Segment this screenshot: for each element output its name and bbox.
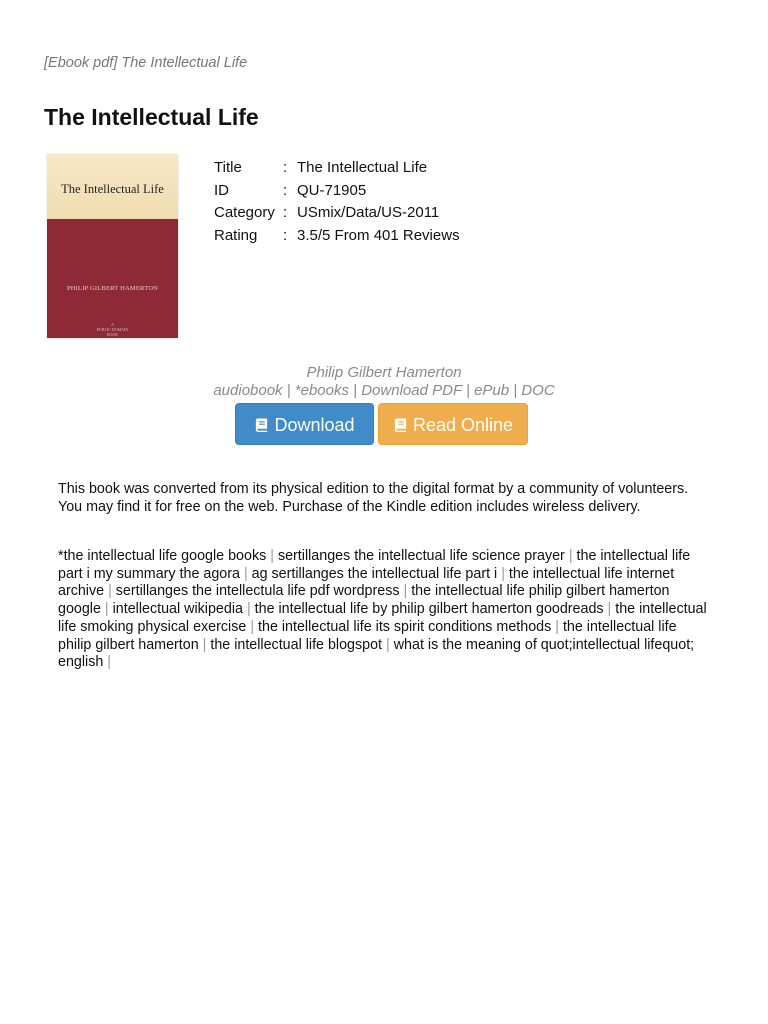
page-title: The Intellectual Life xyxy=(44,104,259,130)
tag-item: the intellectual life by philip gilbert hamerton goodreads xyxy=(254,601,604,618)
book-metadata-table xyxy=(214,157,460,248)
tag-separator: | xyxy=(108,583,112,600)
tag-separator: | xyxy=(607,601,612,618)
meta-value: The Intellectual Life xyxy=(297,159,428,176)
tag-separator: | xyxy=(246,601,251,618)
tag-separator: | xyxy=(403,583,408,600)
book-cover-image xyxy=(47,154,178,338)
tag-separator: | xyxy=(243,565,248,582)
tag-item: ag sertillanges the intellectual life part i xyxy=(251,565,498,582)
tag-item: the intellectual life philip gilbert hamerton google xyxy=(58,583,670,618)
tag-item: what is the meaning of quot;intellectual lifequot; english xyxy=(58,636,695,671)
author-name: Philip Gilbert Hamerton xyxy=(306,364,462,381)
tag-separator: | xyxy=(107,654,112,671)
cover-author: PHILIP GILBERT HAMERTON xyxy=(66,285,159,292)
meta-label: Title xyxy=(214,159,242,176)
tag-separator: | xyxy=(202,636,207,653)
tag-item: the intellectual life internet archive xyxy=(58,565,675,600)
meta-row-title xyxy=(214,157,460,180)
download-button-label: Download xyxy=(274,415,355,435)
cover-publisher xyxy=(47,322,178,337)
tag-separator: | xyxy=(501,565,505,582)
book-description: This book was converted from its physical edition to the digital format by a community of volunteers. You may find it for free on the web. Purchase of the Kindle edition includes wireless delivery. xyxy=(58,481,689,515)
tag-item: intellectual wikipedia xyxy=(112,601,243,618)
tag-item: the intellectual life philip gilbert hamerton xyxy=(58,618,677,653)
meta-value: USmix/Data/US-2011 xyxy=(297,204,440,222)
read-online-button-label: Read Online xyxy=(412,415,514,435)
tag-separator: | xyxy=(568,548,573,564)
format-list: audiobook | *ebooks | Download PDF | ePub | DOC xyxy=(213,382,555,399)
cover-publisher-line: A xyxy=(111,322,114,327)
meta-label: Rating xyxy=(214,227,258,245)
tag-separator: | xyxy=(555,618,559,635)
read-online-button[interactable] xyxy=(378,403,528,445)
cover-publisher-line: PUBLIC DOMAIN xyxy=(96,327,129,332)
tag-separator: | xyxy=(386,636,390,653)
tag-separator: | xyxy=(250,618,255,635)
cover-title: The Intellectual Life xyxy=(61,182,164,196)
tag-item: sertillanges the intellectula life pdf wordpress xyxy=(115,583,400,600)
header-breadcrumb: [Ebook pdf] The Intellectual Life xyxy=(44,55,248,71)
meta-label: ID xyxy=(214,181,229,199)
meta-separator: : xyxy=(283,204,288,222)
tag-separator: | xyxy=(104,601,109,618)
meta-row-id xyxy=(214,180,460,203)
meta-row-category xyxy=(214,202,460,225)
meta-separator: : xyxy=(283,159,288,176)
meta-label: Category xyxy=(214,204,275,222)
meta-value: QU-71905 xyxy=(297,181,367,199)
tag-item: sertillanges the intellectual life science prayer xyxy=(277,548,565,564)
meta-value: 3.5/5 From 401 Reviews xyxy=(297,227,460,245)
tag-item: *the intellectual life google books xyxy=(58,548,267,564)
tag-separator: | xyxy=(270,548,274,564)
keyword-tags xyxy=(58,548,710,672)
meta-separator: : xyxy=(283,181,288,199)
meta-row-rating xyxy=(214,225,460,248)
tag-item: the intellectual life part i my summary the agora xyxy=(58,548,691,582)
tag-item: the intellectual life smoking physical exercise xyxy=(58,601,707,635)
tag-item: the intellectual life its spirit conditions methods xyxy=(258,618,552,635)
meta-separator: : xyxy=(283,227,288,245)
cover-bottom-panel xyxy=(47,219,178,338)
download-button[interactable] xyxy=(235,403,374,445)
tag-item: the intellectual life blogspot xyxy=(210,636,383,653)
book-icon xyxy=(254,417,269,433)
book-icon xyxy=(393,417,408,433)
cover-publisher-line: BOOK xyxy=(106,332,119,337)
